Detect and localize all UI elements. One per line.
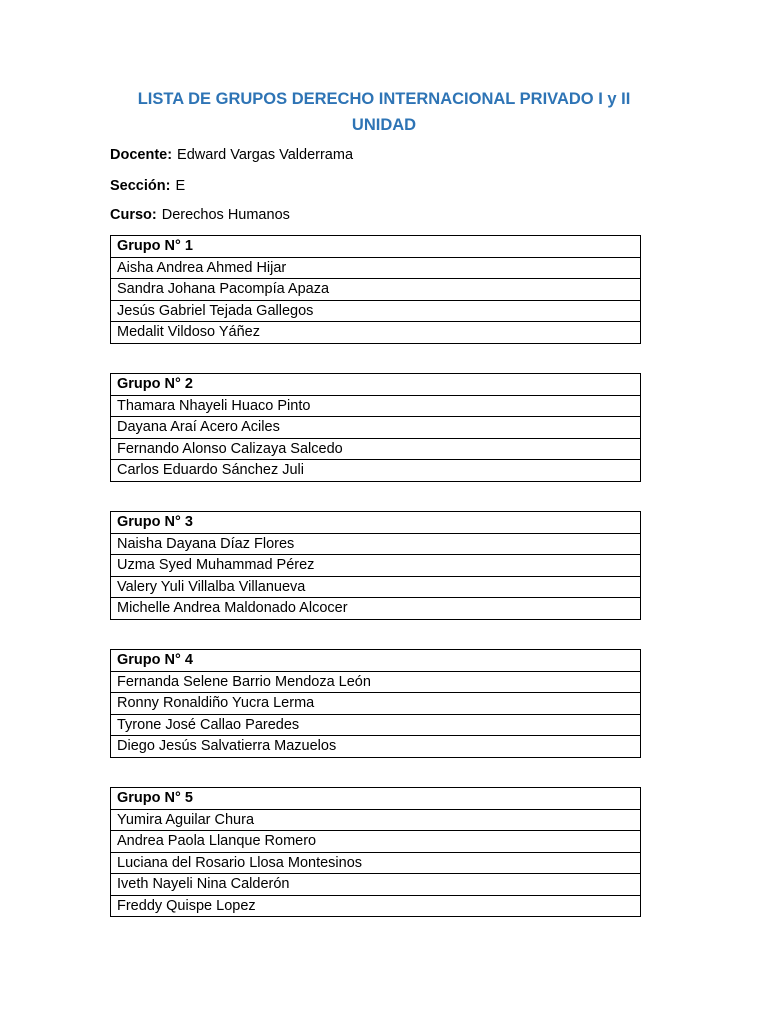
member-name: Andrea Paola Llanque Romero: [111, 831, 641, 853]
group-header-row: [111, 374, 641, 396]
group-4-table: [110, 649, 641, 758]
group-header-row: [111, 236, 641, 258]
curso-label: Curso:: [110, 207, 157, 223]
member-name: Carlos Eduardo Sánchez Juli: [111, 460, 641, 482]
member-row: [111, 895, 641, 917]
member-row: [111, 322, 641, 344]
seccion-row: [110, 177, 185, 195]
member-name: Uzma Syed Muhammad Pérez: [111, 555, 641, 577]
docente-label: Docente:: [110, 147, 173, 163]
member-row: [111, 598, 641, 620]
title-line-2: UNIDAD: [351, 116, 417, 134]
member-name: Dayana Araí Acero Aciles: [111, 417, 641, 439]
member-row: [111, 714, 641, 736]
group-4-header: Grupo N° 4: [111, 650, 641, 672]
member-name: Iveth Nayeli Nina Calderón: [111, 874, 641, 896]
member-row: [111, 438, 641, 460]
member-name: Jesús Gabriel Tejada Gallegos: [111, 300, 641, 322]
member-row: [111, 417, 641, 439]
member-row: [111, 671, 641, 693]
group-1-header: Grupo N° 1: [111, 236, 641, 258]
member-name: Naisha Dayana Díaz Flores: [111, 533, 641, 555]
member-row: [111, 279, 641, 301]
member-name: Fernanda Selene Barrio Mendoza León: [111, 671, 641, 693]
member-row: [111, 831, 641, 853]
member-name: Medalit Vildoso Yáñez: [111, 322, 641, 344]
group-header-row: [111, 512, 641, 534]
group-2-header: Grupo N° 2: [111, 374, 641, 396]
member-row: [111, 852, 641, 874]
group-header-row: [111, 788, 641, 810]
member-name: Sandra Johana Pacompía Apaza: [111, 279, 641, 301]
group-1-table: [110, 235, 641, 344]
member-name: Fernando Alonso Calizaya Salcedo: [111, 438, 641, 460]
member-name: Valery Yuli Villalba Villanueva: [111, 576, 641, 598]
group-2-table: [110, 373, 641, 482]
member-row: [111, 576, 641, 598]
curso-value: Derechos Humanos: [161, 207, 290, 223]
member-row: [111, 300, 641, 322]
group-5-table: [110, 787, 641, 917]
document-title: [100, 86, 668, 138]
member-name: Thamara Nhayeli Huaco Pinto: [111, 395, 641, 417]
member-name: Luciana del Rosario Llosa Montesinos: [111, 852, 641, 874]
group-5-header: Grupo N° 5: [111, 788, 641, 810]
group-3-header: Grupo N° 3: [111, 512, 641, 534]
member-name: Freddy Quispe Lopez: [111, 895, 641, 917]
member-row: [111, 533, 641, 555]
member-row: [111, 555, 641, 577]
member-row: [111, 460, 641, 482]
curso-row: [110, 206, 290, 224]
member-row: [111, 395, 641, 417]
member-row: [111, 736, 641, 758]
member-name: Yumira Aguilar Chura: [111, 809, 641, 831]
member-name: Diego Jesús Salvatierra Mazuelos: [111, 736, 641, 758]
member-row: [111, 809, 641, 831]
group-3-table: [110, 511, 641, 620]
member-name: Tyrone José Callao Paredes: [111, 714, 641, 736]
docente-row: [110, 146, 353, 164]
member-name: Michelle Andrea Maldonado Alcocer: [111, 598, 641, 620]
member-row: [111, 693, 641, 715]
member-row: [111, 257, 641, 279]
member-name: Ronny Ronaldiño Yucra Lerma: [111, 693, 641, 715]
title-line-1: LISTA DE GRUPOS DERECHO INTERNACIONAL PRIVADO I y II: [137, 90, 631, 108]
member-name: Aisha Andrea Ahmed Hijar: [111, 257, 641, 279]
seccion-label: Sección:: [110, 178, 171, 194]
member-row: [111, 874, 641, 896]
seccion-value: E: [175, 178, 186, 194]
group-header-row: [111, 650, 641, 672]
docente-value: Edward Vargas Valderrama: [177, 147, 354, 163]
